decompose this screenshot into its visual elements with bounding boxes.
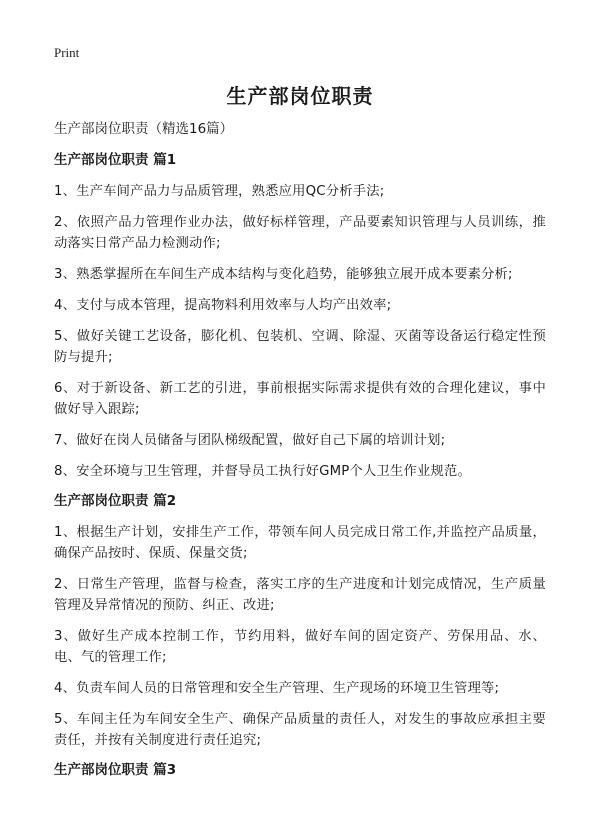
list-item: 1、根据生产计划，安排生产工作，带领车间人员完成日常工作,并监控产品质量，确保产品按时、保质、保量交货; <box>54 525 546 561</box>
section-3 <box>54 761 546 779</box>
document-title: 生产部岗位职责 <box>226 84 374 108</box>
list-item: 5、做好关键工艺设备，膨化机、包装机、空调、除湿、灭菌等设备运行稳定性预防与提升; <box>54 329 546 365</box>
print-link[interactable]: Print <box>54 45 80 60</box>
list-item: 4、支付与成本管理，提高物料利用效率与人均产出效率; <box>54 298 392 313</box>
section-1 <box>54 151 546 482</box>
document-body <box>54 120 546 791</box>
list-item: 2、日常生产管理，监督与检查，落实工序的生产进度和计划完成情况，生产质量管理及异常情况的预防、纠正、改进; <box>54 577 546 613</box>
list-item: 2、依照产品力管理作业办法，做好标样管理，产品要素知识管理与人员训练，推动落实日常产品力检测动作; <box>54 215 546 251</box>
section-2 <box>54 492 546 751</box>
list-item: 7、做好在岗人员储备与团队梯级配置，做好自己下属的培训计划; <box>54 433 446 448</box>
list-item: 6、对于新设备、新工艺的引进，事前根据实际需求提供有效的合理化建议，事中做好导入跟踪; <box>54 381 546 417</box>
list-item: 3、熟悉掌握所在车间生产成本结构与变化趋势，能够独立展开成本要素分析; <box>54 267 513 282</box>
list-item: 1、生产车间产品力与品质管理，熟悉应用QC分析手法; <box>54 184 385 199</box>
list-item: 3、做好生产成本控制工作，节约用料，做好车间的固定资产、劳保用品、水、电、气的管理工作; <box>54 629 546 665</box>
document-subtitle: 生产部岗位职责（精选16篇） <box>54 121 234 137</box>
section-heading: 生产部岗位职责 篇2 <box>54 493 177 509</box>
list-item: 5、车间主任为车间安全生产、确保产品质量的责任人，对发生的事故应承担主要责任，并按有关制度进行责任追究; <box>54 712 546 748</box>
list-item: 4、负责车间人员的日常管理和安全生产管理、生产现场的环境卫生管理等; <box>54 681 500 696</box>
list-item: 8、安全环境与卫生管理，并督导员工执行好GMP个人卫生作业规范。 <box>54 464 471 479</box>
section-heading: 生产部岗位职责 篇3 <box>54 762 177 778</box>
section-heading: 生产部岗位职责 篇1 <box>54 152 177 168</box>
